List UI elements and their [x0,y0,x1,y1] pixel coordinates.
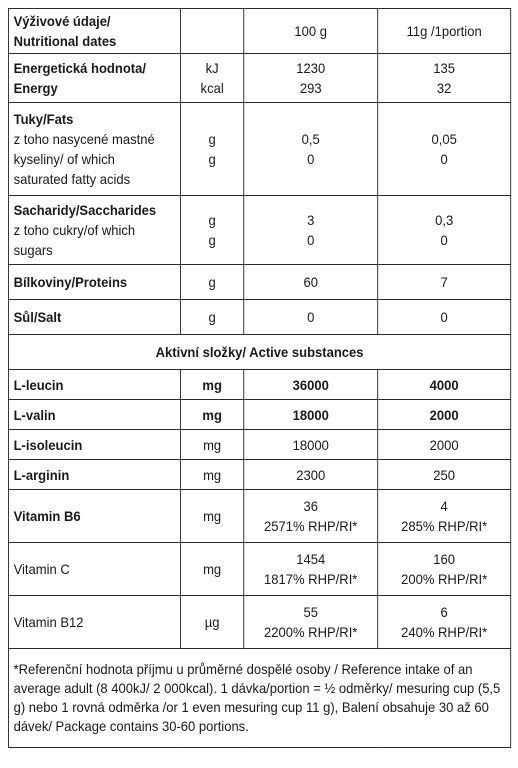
energy-unit-kj: kJ [205,60,219,76]
amino-100g: 18000 [244,430,378,460]
amino-row [8,460,510,490]
carbs-row [8,196,510,265]
energy-unit-kcal: kcal [200,80,224,96]
fats-unit-cell [181,103,244,196]
vitamin-100g-amount: 55 [303,604,318,620]
amino-unit: mg [181,400,244,430]
amino-portion: 250 [378,460,511,490]
vitamin-portion-cell [378,490,511,543]
carbs-portion-cell [378,196,511,265]
header-portion: 11g /1portion [378,9,511,54]
amino-row [8,370,510,400]
fats-row [8,103,510,196]
fats-100g-cell [244,103,378,196]
vitamin-unit: mg [181,490,244,543]
vitamin-100g-ri: 1817% RHP/RI* [264,571,358,587]
fats-portion-cell [378,103,511,196]
vitamin-label: Vitamin C [8,543,180,596]
header-row [8,9,510,54]
amino-100g: 18000 [244,400,378,430]
salt-unit: g [181,300,244,335]
energy-100g-kj: 1230 [296,60,326,76]
amino-label: L-isoleucin [8,430,180,460]
footnote-text: *Referenční hodnota příjmu u průměrné dospělé osoby / Reference intake of an average adult (8 400kJ/ 2 000kcal). 1 dávka/portion = ½ odměrky/ mesuring cup (5,5 g) nebo 1 rovná odměrka /or 1 even mesuring cup 11 g), Balení obsahuje 30 až 60 dávek/ Package contains 30-60 portions. [8,649,510,748]
salt-label: Sůl/Salt [8,300,180,335]
carbs-portion-1: 0,3 [435,212,454,228]
footnote-row [8,649,510,748]
amino-100g: 36000 [244,370,378,400]
amino-row [8,400,510,430]
carbs-unit1: g [208,212,216,228]
fats-label-cell [8,103,180,196]
vitamin-100g-ri: 2200% RHP/RI* [264,624,358,640]
carbs-portion-2: 0 [440,232,448,248]
vitamin-portion-ri: 285% RHP/RI* [401,518,488,534]
vitamin-row [8,543,510,596]
fats-label-line2: z toho nasycené mastné [13,131,155,147]
vitamin-portion-cell [378,543,511,596]
vitamin-portion-amount: 160 [433,551,456,567]
vitamin-100g-cell [244,543,378,596]
carbs-unit2: g [208,232,216,248]
carbs-unit-cell [181,196,244,265]
vitamin-portion-ri: 200% RHP/RI* [401,571,488,587]
amino-portion: 2000 [378,430,511,460]
vitamin-row [8,596,510,649]
fats-label-line4: saturated fatty acids [13,171,131,187]
nutrition-table [8,8,511,748]
fats-100g-1: 0,5 [301,131,320,147]
carbs-label-cell [8,196,180,265]
header-unit-cell [181,9,244,54]
carbs-100g-1: 3 [307,212,315,228]
active-substances-title: Aktivní složky/ Active substances [8,335,510,370]
vitamin-100g-cell [244,596,378,649]
energy-label-line1: Energetická hodnota/ [13,60,146,76]
vitamin-portion-cell [378,596,511,649]
vitamin-100g-amount: 1454 [296,551,326,567]
vitamin-portion-amount: 4 [440,498,448,514]
fats-100g-2: 0 [307,151,315,167]
header-label-cell [8,9,180,54]
carbs-label-line1: Sacharidy/Saccharides [13,202,157,218]
amino-label: L-arginin [8,460,180,490]
carbs-label-line3: sugars [13,242,53,258]
active-substances-header-row [8,335,510,370]
amino-unit: mg [181,430,244,460]
vitamin-unit: µg [181,596,244,649]
energy-portion-kcal: 32 [436,80,452,96]
vitamin-100g-amount: 36 [303,498,318,514]
fats-portion-2: 0 [440,151,448,167]
vitamin-100g-ri: 2571% RHP/RI* [264,518,358,534]
amino-unit: mg [181,460,244,490]
fats-unit2: g [208,151,216,167]
energy-unit-cell [181,54,244,103]
vitamin-label: Vitamin B12 [8,596,180,649]
vitamin-label: Vitamin B6 [8,490,180,543]
fats-label-line1: Tuky/Fats [13,111,74,127]
vitamin-100g-cell [244,490,378,543]
energy-portion-kj: 135 [433,60,456,76]
energy-100g-cell [244,54,378,103]
carbs-label-line2: z toho cukry/of which [13,222,136,238]
energy-label-line2: Energy [13,80,58,96]
amino-unit: mg [181,370,244,400]
vitamin-unit: mg [181,543,244,596]
fats-unit1: g [208,131,216,147]
amino-portion: 4000 [378,370,511,400]
vitamin-row [8,490,510,543]
energy-portion-cell [378,54,511,103]
header-100g: 100 g [244,9,378,54]
energy-label-cell [8,54,180,103]
fats-label-line3: kyseliny/ of which [13,151,115,167]
fats-portion-1: 0,05 [431,131,457,147]
salt-portion: 0 [378,300,511,335]
vitamin-portion-amount: 6 [440,604,448,620]
carbs-100g-cell [244,196,378,265]
header-label-line1: Výživové údaje/ [13,13,111,29]
proteins-unit: g [181,265,244,300]
proteins-portion: 7 [378,265,511,300]
carbs-100g-2: 0 [307,232,315,248]
energy-100g-kcal: 293 [299,80,322,96]
energy-row [8,54,510,103]
header-label-line2: Nutritional dates [13,33,117,49]
amino-label: L-valin [8,400,180,430]
amino-row [8,430,510,460]
proteins-label: Bílkoviny/Proteins [8,265,180,300]
vitamin-portion-ri: 240% RHP/RI* [401,624,488,640]
amino-100g: 2300 [244,460,378,490]
salt-100g: 0 [244,300,378,335]
proteins-100g: 60 [244,265,378,300]
amino-portion: 2000 [378,400,511,430]
salt-row [8,300,510,335]
amino-label: L-leucin [8,370,180,400]
proteins-row [8,265,510,300]
